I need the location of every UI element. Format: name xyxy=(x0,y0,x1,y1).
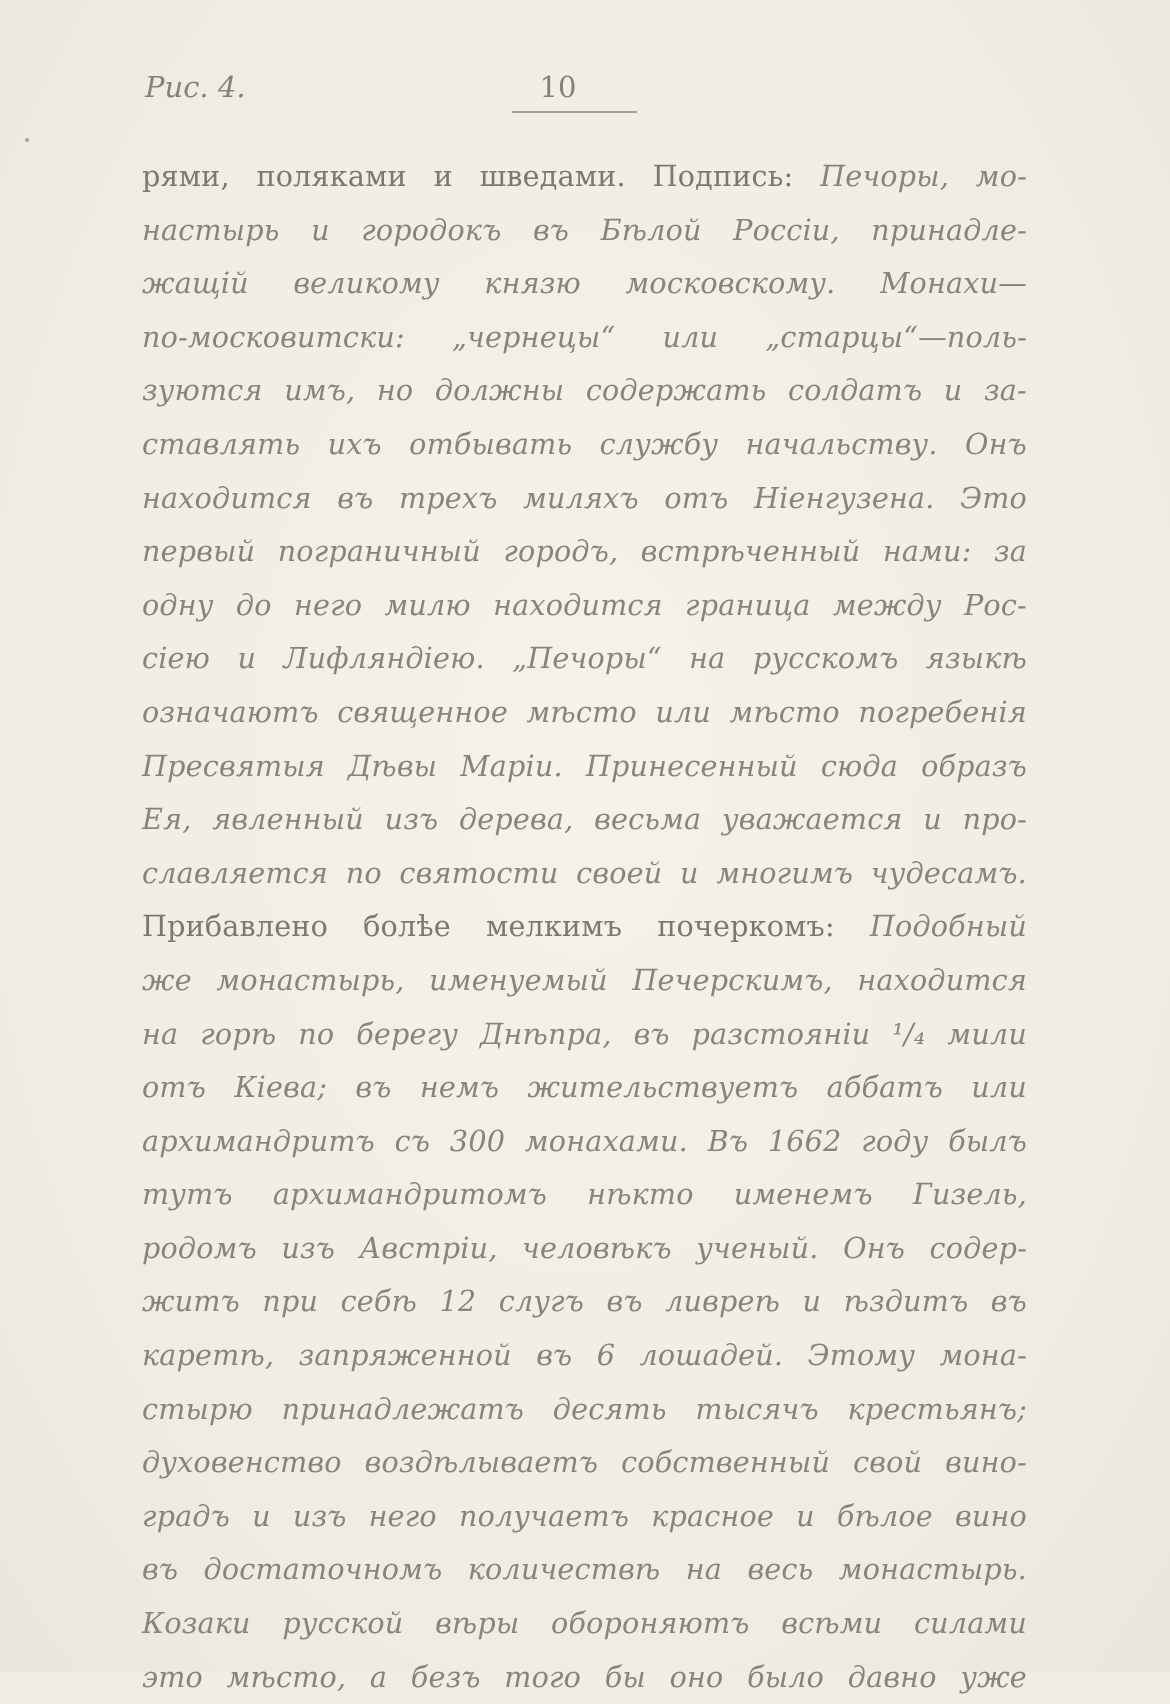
text-word: него xyxy=(368,1498,437,1533)
text-word: Этому xyxy=(807,1338,916,1373)
text-word: обороняютъ xyxy=(551,1606,750,1641)
text-word: граница xyxy=(685,587,811,622)
text-word: лошадей. xyxy=(639,1338,784,1373)
text-word: милю xyxy=(384,587,471,622)
text-line xyxy=(142,900,1027,954)
text-word: Пресвятыя xyxy=(142,748,325,783)
text-word: съ xyxy=(394,1123,431,1158)
text-word: Гизель, xyxy=(912,1177,1027,1212)
text-word: „чернецы“ xyxy=(452,319,616,354)
text-word: 300 xyxy=(449,1123,506,1158)
text-word: славляется xyxy=(142,855,329,890)
text-word: Это xyxy=(960,480,1027,515)
text-word: и xyxy=(943,373,963,408)
text-line xyxy=(142,472,1027,526)
text-word: архимандритомъ xyxy=(272,1177,548,1212)
text-word: Дѣвы xyxy=(347,748,438,783)
text-word: чудесамъ. xyxy=(870,855,1027,890)
text-word: находится xyxy=(857,962,1027,997)
text-word: Днѣпра, xyxy=(480,1016,612,1051)
text-word: оно xyxy=(669,1659,724,1694)
text-line xyxy=(142,1329,1027,1383)
text-line xyxy=(142,364,1027,418)
text-word: давно xyxy=(847,1659,937,1694)
text-word: одну xyxy=(142,587,214,622)
text-word: въ xyxy=(337,480,374,515)
text-word: Ніенгузена. xyxy=(753,480,935,515)
text-word: вино- xyxy=(945,1445,1027,1480)
text-word: 1662 xyxy=(767,1123,842,1158)
text-word: при xyxy=(262,1284,319,1319)
text-word: „Печоры“ xyxy=(512,641,662,676)
text-word: по-московитски: xyxy=(142,319,405,354)
text-word: московскому. xyxy=(625,266,836,301)
text-word: солдатъ xyxy=(788,373,923,408)
paper-speck xyxy=(25,138,29,142)
text-word: всѣми xyxy=(781,1606,883,1641)
text-word: 12 xyxy=(439,1284,477,1319)
text-word: уже xyxy=(960,1659,1027,1694)
text-word: ¹/₄ xyxy=(892,1016,926,1051)
figure-label: Рис. 4. xyxy=(145,70,246,104)
page-number: 10 xyxy=(539,70,577,104)
text-word: бы xyxy=(604,1659,646,1694)
text-word: въ xyxy=(536,1338,573,1373)
text-word: въ xyxy=(633,1016,670,1051)
text-line xyxy=(142,257,1027,311)
text-word: монастырь. xyxy=(838,1552,1027,1587)
text-word: сюда xyxy=(820,748,898,783)
text-word: немъ xyxy=(419,1070,500,1105)
text-line xyxy=(142,1222,1027,1276)
text-line xyxy=(142,847,1027,901)
text-word: весь xyxy=(747,1552,814,1587)
text-word: былъ xyxy=(948,1123,1027,1158)
text-word: мили xyxy=(947,1016,1027,1051)
text-word: него xyxy=(293,587,363,622)
text-line xyxy=(142,954,1027,1008)
text-word: Кіева; xyxy=(234,1070,328,1105)
text-word: князю xyxy=(484,266,581,301)
text-word: или xyxy=(662,319,719,354)
text-word: сіею xyxy=(142,641,211,676)
text-word: языкѣ xyxy=(925,641,1027,676)
text-word: духовенство xyxy=(142,1445,342,1480)
text-word: вино xyxy=(955,1498,1027,1533)
text-word: родомъ xyxy=(142,1230,257,1265)
text-word: отъ xyxy=(664,480,729,515)
text-word: въ xyxy=(532,212,570,247)
text-word: имъ, xyxy=(284,373,356,408)
text-word: погребенія xyxy=(858,694,1027,729)
text-word: священное xyxy=(337,694,508,729)
text-word: количествѣ xyxy=(467,1552,661,1587)
text-word: русскомъ xyxy=(752,641,899,676)
text-word: это xyxy=(142,1659,203,1694)
text-word: собственный xyxy=(621,1445,831,1480)
text-word: принадле- xyxy=(871,212,1027,247)
text-word: за- xyxy=(984,373,1027,408)
text-word: получаетъ xyxy=(458,1498,630,1533)
text-word: Бѣлой xyxy=(600,212,702,247)
text-word: именемъ xyxy=(733,1177,873,1212)
text-word: въ xyxy=(355,1070,392,1105)
text-word: Ея, xyxy=(142,802,192,837)
text-word: себѣ xyxy=(340,1284,417,1319)
text-word: службу xyxy=(599,426,719,461)
text-line xyxy=(142,1651,1027,1704)
text-word: Печерскимъ, xyxy=(632,962,833,997)
text-word: градъ xyxy=(142,1498,230,1533)
text-word: образъ xyxy=(921,748,1027,783)
text-word: каретѣ, xyxy=(142,1338,275,1373)
text-word: крестьянъ; xyxy=(847,1391,1027,1426)
text-word: Онъ xyxy=(843,1230,905,1265)
text-word: Рос- xyxy=(963,587,1027,622)
text-word: отъ xyxy=(142,1070,206,1105)
text-word: весьма xyxy=(594,802,702,837)
text-word: находится xyxy=(142,480,312,515)
text-line xyxy=(142,632,1027,686)
text-line xyxy=(142,1383,1027,1437)
text-word: нѣкто xyxy=(587,1177,694,1212)
text-word: Въ xyxy=(707,1123,749,1158)
text-word: встрѣченный xyxy=(640,534,861,569)
text-word: явленный xyxy=(212,802,364,837)
text-word: по xyxy=(345,855,382,890)
text-word: въ xyxy=(990,1284,1027,1319)
text-word: запряженной xyxy=(298,1338,512,1373)
text-word: Маріи. xyxy=(460,748,563,783)
text-line xyxy=(142,418,1027,472)
text-word: первый xyxy=(142,534,256,569)
text-word: въ xyxy=(142,1552,179,1587)
text-word: ученый. xyxy=(696,1230,819,1265)
text-word: десять xyxy=(552,1391,667,1426)
text-word: мѣсто xyxy=(526,694,637,729)
text-word: горѣ xyxy=(200,1016,277,1051)
text-word: принадлежатъ xyxy=(281,1391,525,1426)
text-line xyxy=(142,525,1027,579)
page-header xyxy=(140,70,1020,110)
text-word: Козаки xyxy=(142,1606,251,1641)
text-word: настырь xyxy=(142,212,280,247)
text-word: ливреѣ xyxy=(665,1284,781,1319)
text-line xyxy=(142,1436,1027,1490)
text-word: рями, xyxy=(142,159,230,193)
text-word: городъ, xyxy=(503,534,619,569)
text-word: монастырь, xyxy=(216,962,405,997)
text-word: мѣсто xyxy=(729,694,840,729)
text-word: и xyxy=(311,212,330,247)
text-word: святости xyxy=(399,855,559,890)
text-line xyxy=(142,1008,1027,1062)
text-line xyxy=(142,1275,1027,1329)
text-word: мона- xyxy=(939,1338,1027,1373)
text-word: дерева, xyxy=(458,802,574,837)
text-line xyxy=(142,204,1027,258)
text-word: на xyxy=(685,1552,723,1587)
text-word: и xyxy=(923,802,942,837)
text-word: должны xyxy=(434,373,565,408)
text-word: ставлять xyxy=(142,426,301,461)
text-word: болѣе xyxy=(363,909,451,944)
text-word: ихъ xyxy=(327,426,382,461)
text-line xyxy=(142,740,1027,794)
text-line xyxy=(142,311,1027,365)
text-word: тысячъ xyxy=(695,1391,819,1426)
text-word: поляками xyxy=(256,159,407,193)
text-word: содержать xyxy=(585,373,767,408)
text-word: и xyxy=(433,159,453,193)
text-word: зуются xyxy=(142,373,263,408)
page-number-rule xyxy=(512,111,637,113)
text-line xyxy=(142,150,1027,204)
text-word: про- xyxy=(962,802,1027,837)
text-word: начальству. xyxy=(745,426,938,461)
text-line xyxy=(142,1490,1027,1544)
text-line xyxy=(142,1597,1027,1651)
text-word: и xyxy=(796,1498,815,1533)
text-word: трехъ xyxy=(398,480,498,515)
text-word: ѣздитъ xyxy=(843,1284,969,1319)
text-word: человѣкъ xyxy=(521,1230,672,1265)
text-word: свой xyxy=(853,1445,923,1480)
text-word: 6 xyxy=(596,1338,616,1373)
text-word: на xyxy=(689,641,726,676)
text-word: тутъ xyxy=(142,1177,233,1212)
text-word: мѣсто, xyxy=(226,1659,347,1694)
text-word: по xyxy=(298,1016,335,1051)
text-word: монахами. xyxy=(524,1123,688,1158)
text-word: городокъ xyxy=(361,212,502,247)
text-word: за xyxy=(993,534,1027,569)
text-word: многимъ xyxy=(716,855,854,890)
text-word: году xyxy=(861,1123,929,1158)
text-word: и xyxy=(680,855,699,890)
text-word: и xyxy=(237,641,257,676)
text-word: или xyxy=(655,694,711,729)
text-word: изъ xyxy=(384,802,439,837)
text-word: достаточномъ xyxy=(203,1552,443,1587)
text-word: почеркомъ: xyxy=(657,909,835,944)
text-word: Австріи, xyxy=(359,1230,498,1265)
text-word: архимандритъ xyxy=(142,1123,375,1158)
body-text xyxy=(142,150,1027,1704)
text-word: Прибавлено xyxy=(142,909,329,944)
text-word: вѣры xyxy=(435,1606,520,1641)
text-word: красное xyxy=(651,1498,775,1533)
text-word: отбывать xyxy=(409,426,573,461)
text-word: изъ xyxy=(281,1230,335,1265)
text-word: находится xyxy=(493,587,663,622)
text-word: Россіи, xyxy=(733,212,840,247)
text-word: безъ xyxy=(410,1659,481,1694)
text-line xyxy=(142,686,1027,740)
text-word: великому xyxy=(293,266,440,301)
text-word: и xyxy=(802,1284,822,1319)
text-word: слугъ xyxy=(498,1284,585,1319)
text-word: житъ xyxy=(142,1284,240,1319)
text-word: Подобный xyxy=(869,909,1027,944)
text-word: уважается xyxy=(721,802,903,837)
text-word: Монахи— xyxy=(880,266,1027,301)
text-word: бѣлое xyxy=(836,1498,933,1533)
text-word: же xyxy=(142,962,192,997)
text-line xyxy=(142,1543,1027,1597)
text-word: стырю xyxy=(142,1391,253,1426)
text-word: и xyxy=(252,1498,271,1533)
text-word: „старцы“—поль- xyxy=(765,319,1027,354)
text-word: Подпись: xyxy=(652,159,794,193)
text-word: но xyxy=(376,373,414,408)
text-word: а xyxy=(369,1659,388,1694)
text-word: воздѣлываетъ xyxy=(364,1445,599,1480)
text-word: Лифляндіею. xyxy=(283,641,485,676)
text-word: жащій xyxy=(142,266,249,301)
text-word: мо- xyxy=(975,159,1027,193)
text-word: силами xyxy=(913,1606,1027,1641)
text-word: было xyxy=(747,1659,825,1694)
text-line xyxy=(142,1115,1027,1169)
text-word: пограничный xyxy=(277,534,481,569)
text-word: берегу xyxy=(356,1016,459,1051)
text-line xyxy=(142,793,1027,847)
text-word: Печоры, xyxy=(820,159,950,193)
text-word: между xyxy=(832,587,942,622)
text-word: шведами. xyxy=(479,159,626,193)
text-word: жительствуетъ xyxy=(527,1070,799,1105)
text-word: содер- xyxy=(929,1230,1027,1265)
text-word: въ xyxy=(606,1284,643,1319)
text-word: русской xyxy=(282,1606,404,1641)
text-word: Принесенный xyxy=(585,748,798,783)
text-word: Онъ xyxy=(965,426,1027,461)
text-word: означаютъ xyxy=(142,694,319,729)
text-word: или xyxy=(971,1070,1027,1105)
text-word: на xyxy=(142,1016,179,1051)
text-word: изъ xyxy=(292,1498,347,1533)
text-line xyxy=(142,579,1027,633)
text-word: своей xyxy=(576,855,663,890)
text-word: до xyxy=(235,587,272,622)
text-line xyxy=(142,1061,1027,1115)
text-word: именуемый xyxy=(429,962,608,997)
text-word: мелкимъ xyxy=(486,909,623,944)
text-line xyxy=(142,1168,1027,1222)
text-word: миляхъ xyxy=(523,480,639,515)
text-word: разстояніи xyxy=(691,1016,871,1051)
text-word: нами: xyxy=(882,534,972,569)
text-word: того xyxy=(504,1659,582,1694)
text-word: аббатъ xyxy=(826,1070,943,1105)
